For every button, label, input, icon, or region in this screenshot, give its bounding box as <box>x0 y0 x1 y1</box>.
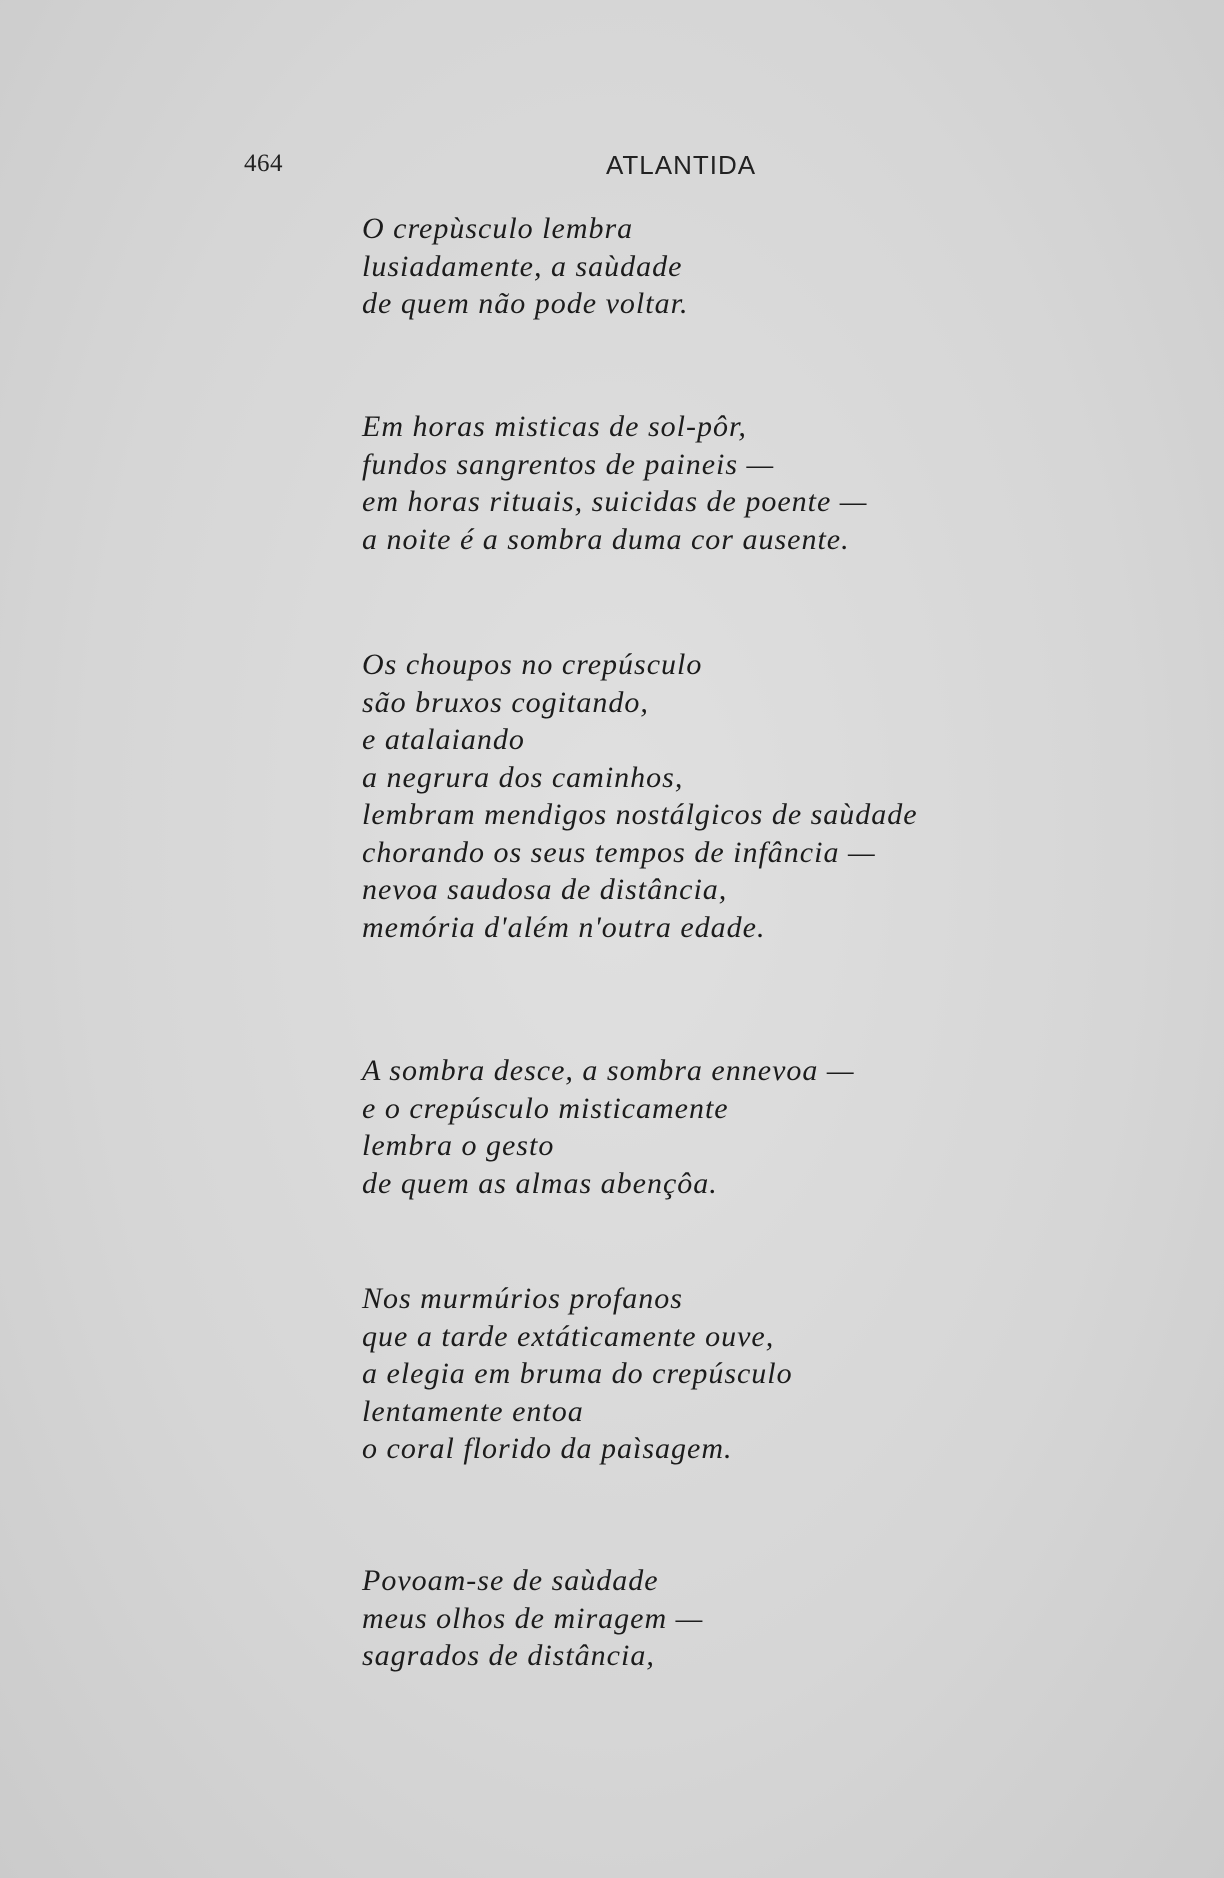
poem-line: nevoa saudosa de distância, <box>362 873 728 906</box>
poem-line: meus olhos de miragem — <box>362 1601 704 1635</box>
poem-line: e o crepúsculo misticamente <box>362 1091 729 1125</box>
stanza <box>362 1562 703 1675</box>
poem-line: a negrura dos caminhos, <box>362 760 684 794</box>
poem-line: lembra o gesto <box>362 1129 555 1162</box>
stanza <box>362 408 867 558</box>
stanza <box>362 1052 855 1202</box>
poem-line: de quem não pode voltar. <box>362 287 689 320</box>
poem-line: o coral florido da paìsagem. <box>362 1432 733 1465</box>
poem-line: O crepùsculo lembra <box>362 212 634 245</box>
poem-line: Nos murmúrios profanos <box>362 1282 683 1315</box>
poem-line: lentamente entoa <box>362 1394 584 1428</box>
stanza <box>362 210 688 323</box>
poem-line: lembram mendigos nostálgicos de saùdade <box>362 798 918 831</box>
poem-line: são bruxos cogitando, <box>362 685 649 719</box>
poem-line: Os choupos no crepúsculo <box>362 648 703 681</box>
poem-line: a noite é a sombra duma cor ausente. <box>362 522 850 556</box>
poem-line: sagrados de distância, <box>362 1639 655 1672</box>
poem-line: chorando os seus tempos de infância — <box>362 835 876 869</box>
page-number: 464 <box>244 150 283 177</box>
poem-line: A sombra desce, a sombra ennevoa — <box>362 1054 855 1087</box>
poem-line: em horas rituais, suicidas de poente — <box>362 485 868 518</box>
poem-line: a elegia em bruma do crepúsculo <box>362 1357 793 1390</box>
poem-line: lusiadamente, a saùdade <box>362 249 683 283</box>
poem-line: Em horas misticas de sol-pôr, <box>362 410 747 443</box>
stanza <box>362 646 918 946</box>
poem-line: de quem as almas abençôa. <box>362 1166 718 1200</box>
running-title: ATLANTIDA <box>606 150 757 180</box>
poem-line: fundos sangrentos de paineis — <box>362 447 775 481</box>
poem-line: e atalaiando <box>362 723 525 756</box>
poem-line: memória d'além n'outra edade. <box>362 910 766 944</box>
poem-line: Povoam-se de saùdade <box>362 1564 659 1597</box>
page-header <box>0 150 1224 190</box>
stanza <box>362 1280 793 1468</box>
poem-line: que a tarde extáticamente ouve, <box>362 1319 775 1353</box>
